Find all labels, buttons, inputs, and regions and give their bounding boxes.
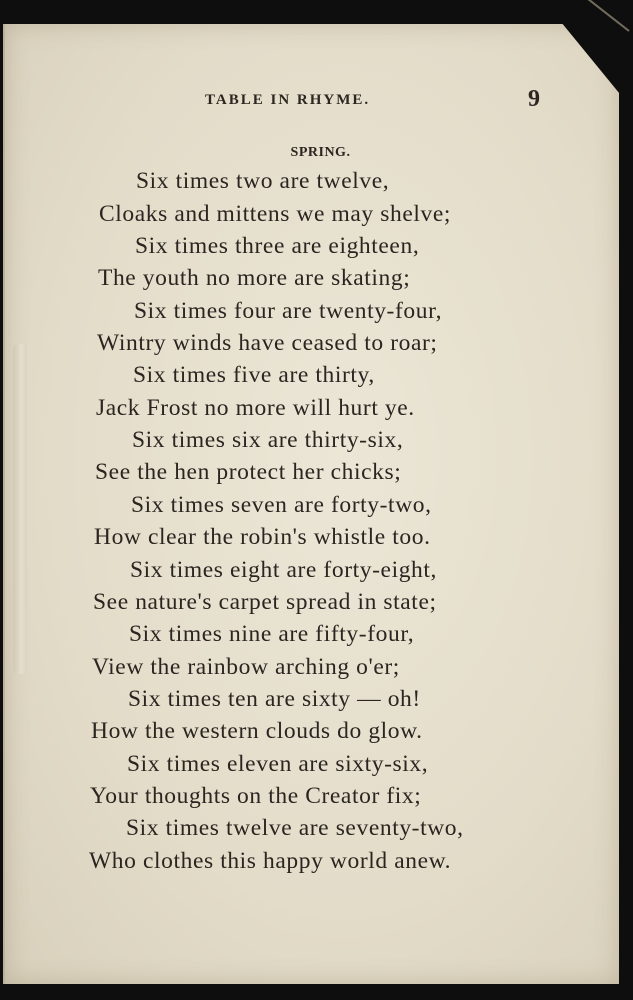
poem-line: Wintry winds have ceased to roar;	[97, 330, 438, 356]
poem-line: See the hen protect her chicks;	[95, 459, 402, 485]
section-title: SPRING.	[290, 145, 351, 160]
poem-line: How the western clouds do glow.	[91, 718, 423, 744]
poem-line: Six times seven are forty-two,	[131, 492, 432, 518]
poem-line: The youth no more are skating;	[98, 265, 411, 291]
running-title: TABLE IN RHYME.	[205, 92, 371, 108]
poem-line: Six times nine are fifty-four,	[129, 621, 415, 647]
binding-edge	[13, 344, 27, 674]
poem-line: Six times three are eighteen,	[135, 233, 420, 259]
poem-line: Six times five are thirty,	[133, 362, 375, 388]
poem-line: Six times eleven are sixty-six,	[127, 751, 429, 777]
poem-line: View the rainbow arching o'er;	[92, 654, 400, 680]
poem-line: Six times twelve are seventy-two,	[126, 815, 464, 841]
poem-line: Six times four are twenty-four,	[134, 298, 443, 324]
poem-line: Who clothes this happy world anew.	[89, 848, 452, 874]
poem-line: Jack Frost no more will hurt ye.	[96, 395, 415, 421]
poem-line: Your thoughts on the Creator fix;	[90, 783, 422, 809]
poem-line: See nature's carpet spread in state;	[93, 589, 437, 615]
poem-line: Six times six are thirty-six,	[132, 427, 404, 453]
poem-line: Cloaks and mittens we may shelve;	[99, 201, 452, 227]
poem-line: Six times eight are forty-eight,	[130, 557, 438, 583]
poem-line: Six times two are twelve,	[136, 168, 390, 194]
page-number: 9	[528, 86, 540, 112]
poem-line: Six times ten are sixty — oh!	[128, 686, 421, 712]
poem-line: How clear the robin's whistle too.	[94, 524, 431, 550]
folded-corner	[543, 0, 633, 110]
